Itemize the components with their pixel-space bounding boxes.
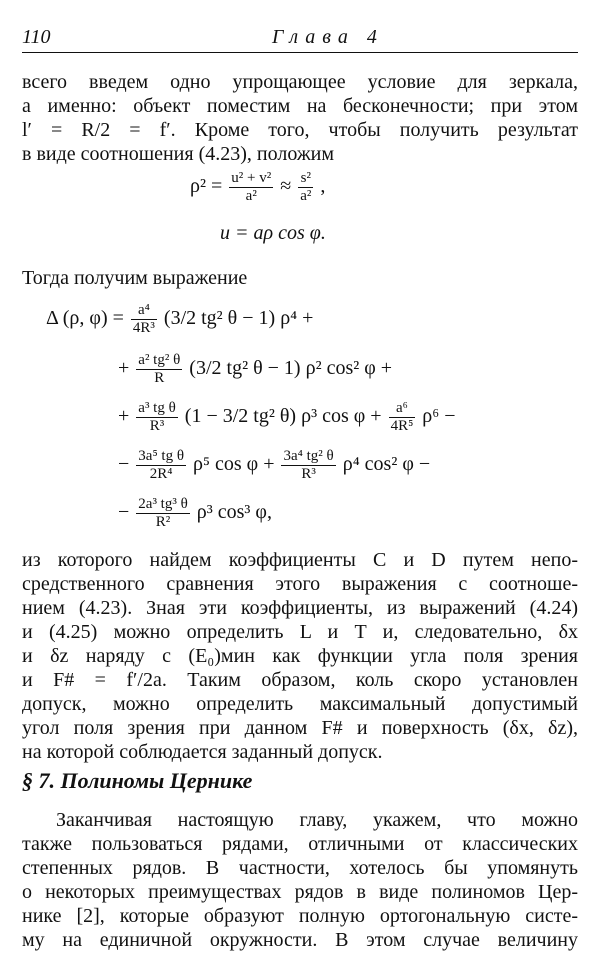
- equation-u: u = aρ cos φ.: [220, 222, 326, 244]
- fraction: $\frac{\text{a³ tg θ}}{\text{R³}}$: [138, 400, 176, 434]
- text-line: степенных рядов. В частности, хотелось бы упомянуть: [22, 857, 578, 879]
- text-line: и F# = f′/2a. Таким образом, коль скоро установлен: [22, 669, 578, 691]
- fraction: $\frac{\text{3a⁵ tg θ}}{\text{2R⁴}}$: [138, 448, 185, 482]
- fraction: $\frac{\text{a⁶}}{\text{4R⁵}}$: [390, 400, 414, 434]
- fraction: $\frac{\text{3a⁴ tg² θ}}{\text{R³}}$: [283, 448, 334, 482]
- text-line: на которой соблюдается заданный допуск.: [22, 741, 383, 763]
- paragraph-coefficients: [22, 548, 578, 764]
- paragraph-then: [22, 266, 578, 290]
- text-line: также пользоваться рядами, отличными от классических: [22, 833, 578, 855]
- text-line: средственного сравнения этого выражения с соотноше-: [22, 573, 578, 595]
- text-line: нием (4.23). Зная эти коэффициенты, из выражений (4.24): [22, 597, 578, 619]
- equation-delta-line-3: + $\frac{\text{a³ tg θ}}{\text{R³}}$ (1 − 3/2 tg² θ) ρ³ cos φ + $\frac{\text{a⁶}}{\text{4R⁵}}$ ρ⁶ −: [118, 400, 456, 434]
- text-line: му на единичной окружности. В этом случае величину: [22, 929, 578, 951]
- fraction: $\frac{\text{a² tg² θ}}{R}$: [138, 352, 181, 386]
- paragraph-intro: [22, 70, 578, 166]
- equation-delta-line-4: − $\frac{\text{3a⁵ tg θ}}{\text{2R⁴}}$ ρ⁵ cos φ + $\frac{\text{3a⁴ tg² θ}}{\text{R³}}$ ρ⁴ cos² φ −: [118, 448, 431, 482]
- paragraph-zernike: [22, 808, 578, 952]
- equation-rho-squared: ρ² = $\frac{\text{u² + v²}}{\text{a²}}$ ≈ $\frac{\text{s²}}{\text{a²}}$ ,: [190, 170, 326, 204]
- text-line: l′ = R/2 = f′. Кроме того, чтобы получить результат: [22, 119, 578, 141]
- text-line: в виде соотношения (4.23), положим: [22, 143, 335, 165]
- fraction: $\frac{\text{2a³ tg³ θ}}{\text{R²}}$: [138, 496, 188, 530]
- running-header: [22, 24, 578, 53]
- equation-delta-line-2: + $\frac{\text{a² tg² θ}}{R}$ (3/2 tg² θ − 1) ρ² cos² φ +: [118, 352, 393, 386]
- equation-delta-line-5: − $\frac{\text{2a³ tg³ θ}}{\text{R²}}$ ρ³ cos³ φ,: [118, 496, 272, 530]
- equation-delta-line-1: Δ (ρ, φ) = $\frac{\text{a⁴}}{\text{4R³}}$ (3/2 tg² θ − 1) ρ⁴ +: [46, 302, 314, 336]
- text-line: угол поля зрения при данном F# и поверхность (δx, δz),: [22, 717, 578, 739]
- section-heading: § 7. Полиномы Цернике: [22, 768, 253, 793]
- text-line: из которого найдем коэффициенты C и D путем непо-: [22, 549, 578, 571]
- fraction: $\frac{\text{s²}}{\text{a²}}$: [300, 170, 312, 204]
- fraction: $\frac{\text{a⁴}}{\text{4R³}}$: [132, 302, 155, 336]
- text-line: о некоторых преимуществах рядов в виде полиномов Цер-: [22, 881, 578, 903]
- text-line: Тогда получим выражение: [22, 267, 248, 289]
- text-line: и (4.25) можно определить L и T и, следовательно, δx: [22, 621, 578, 643]
- chapter-title: Глава 4: [272, 26, 384, 48]
- page-number: 110: [22, 26, 51, 48]
- text-line: Заканчивая настоящую главу, укажем, что можно: [56, 809, 578, 831]
- text-line: допуск, можно определить максимальный допустимый: [22, 693, 578, 715]
- text-line: нике [2], которые образуют полную ортогональную систе-: [22, 905, 578, 927]
- text-line: всего введем одно упрощающее условие для зеркала,: [22, 71, 578, 93]
- fraction: $\frac{\text{u² + v²}}{\text{a²}}$: [231, 170, 272, 204]
- text-line: и δz наряду с (E₀)мин как функции угла поля зрения: [22, 645, 578, 667]
- text-line: а именно: объект поместим на бесконечности; при этом: [22, 95, 578, 117]
